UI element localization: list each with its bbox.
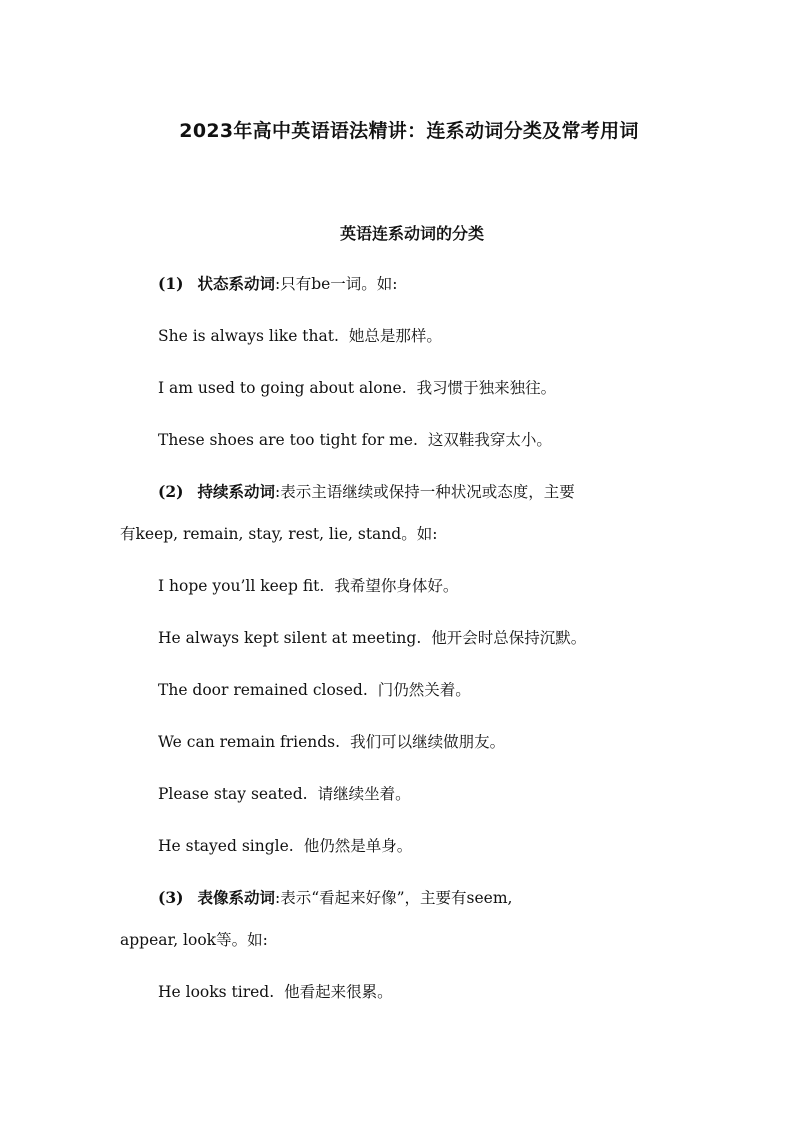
category-1-term: 状态系动词 xyxy=(197,274,275,293)
example-2-1 xyxy=(158,575,458,597)
example-zh: 他开会时总保持沉默。 xyxy=(431,629,587,647)
category-2-continuation: 有keep, remain, stay, rest, lie, stand。如: xyxy=(120,525,438,543)
example-zh: 这双鞋我穿太小。 xyxy=(427,431,552,449)
example-2-2 xyxy=(158,627,586,649)
example-en: The door remained closed. xyxy=(158,681,368,699)
example-zh: 我们可以继续做朋友。 xyxy=(350,733,506,751)
example-en: Please stay seated. xyxy=(158,785,308,803)
category-2-term: 持续系动词 xyxy=(197,482,275,501)
example-zh: 我希望你身体好。 xyxy=(334,577,459,595)
example-3-1 xyxy=(158,981,393,1003)
example-zh: 他仍然是单身。 xyxy=(303,837,413,855)
example-1-1 xyxy=(158,325,442,347)
category-2-description: :表示主语继续或保持一种状况或态度，主要 xyxy=(274,483,575,501)
example-2-6 xyxy=(158,835,412,857)
example-en: She is always like that. xyxy=(158,327,339,345)
example-en: We can remain friends. xyxy=(158,733,341,751)
category-3-continuation: appear, look等。如: xyxy=(120,931,268,949)
example-en: He stayed single. xyxy=(158,837,294,855)
example-zh: 门仍然关着。 xyxy=(377,681,471,699)
section-heading: 英语连系动词的分类 xyxy=(339,224,484,243)
category-1-number: (1) xyxy=(158,274,184,293)
category-2-number: (2) xyxy=(158,482,184,501)
example-zh: 我习惯于独来独往。 xyxy=(416,379,557,397)
example-2-3 xyxy=(158,679,471,701)
example-1-3 xyxy=(158,429,552,451)
category-3-description: :表示“看起来好像”，主要有seem, xyxy=(274,889,513,907)
example-en: I am used to going about alone. xyxy=(158,379,407,397)
document-title: 2023年高中英语语法精讲：连系动词分类及常考用词 xyxy=(179,120,639,142)
example-zh: 他看起来很累。 xyxy=(284,983,393,1001)
category-2-heading xyxy=(158,481,575,503)
example-en: He looks tired. xyxy=(158,983,275,1001)
example-2-4 xyxy=(158,731,505,753)
example-en: These shoes are too tight for me. xyxy=(158,431,418,449)
example-en: He always kept silent at meeting. xyxy=(158,629,422,647)
example-zh: 她总是那样。 xyxy=(348,327,442,345)
category-3-term: 表像系动词 xyxy=(197,888,275,907)
category-1-heading xyxy=(158,273,398,295)
example-2-5 xyxy=(158,783,411,805)
category-3-heading xyxy=(158,887,512,909)
example-1-2 xyxy=(158,377,556,399)
example-en: I hope you’ll keep fit. xyxy=(158,577,325,595)
example-zh: 请继续坐着。 xyxy=(317,785,411,803)
category-3-number: (3) xyxy=(158,888,184,907)
category-1-description: :只有be一词。如: xyxy=(274,275,398,293)
